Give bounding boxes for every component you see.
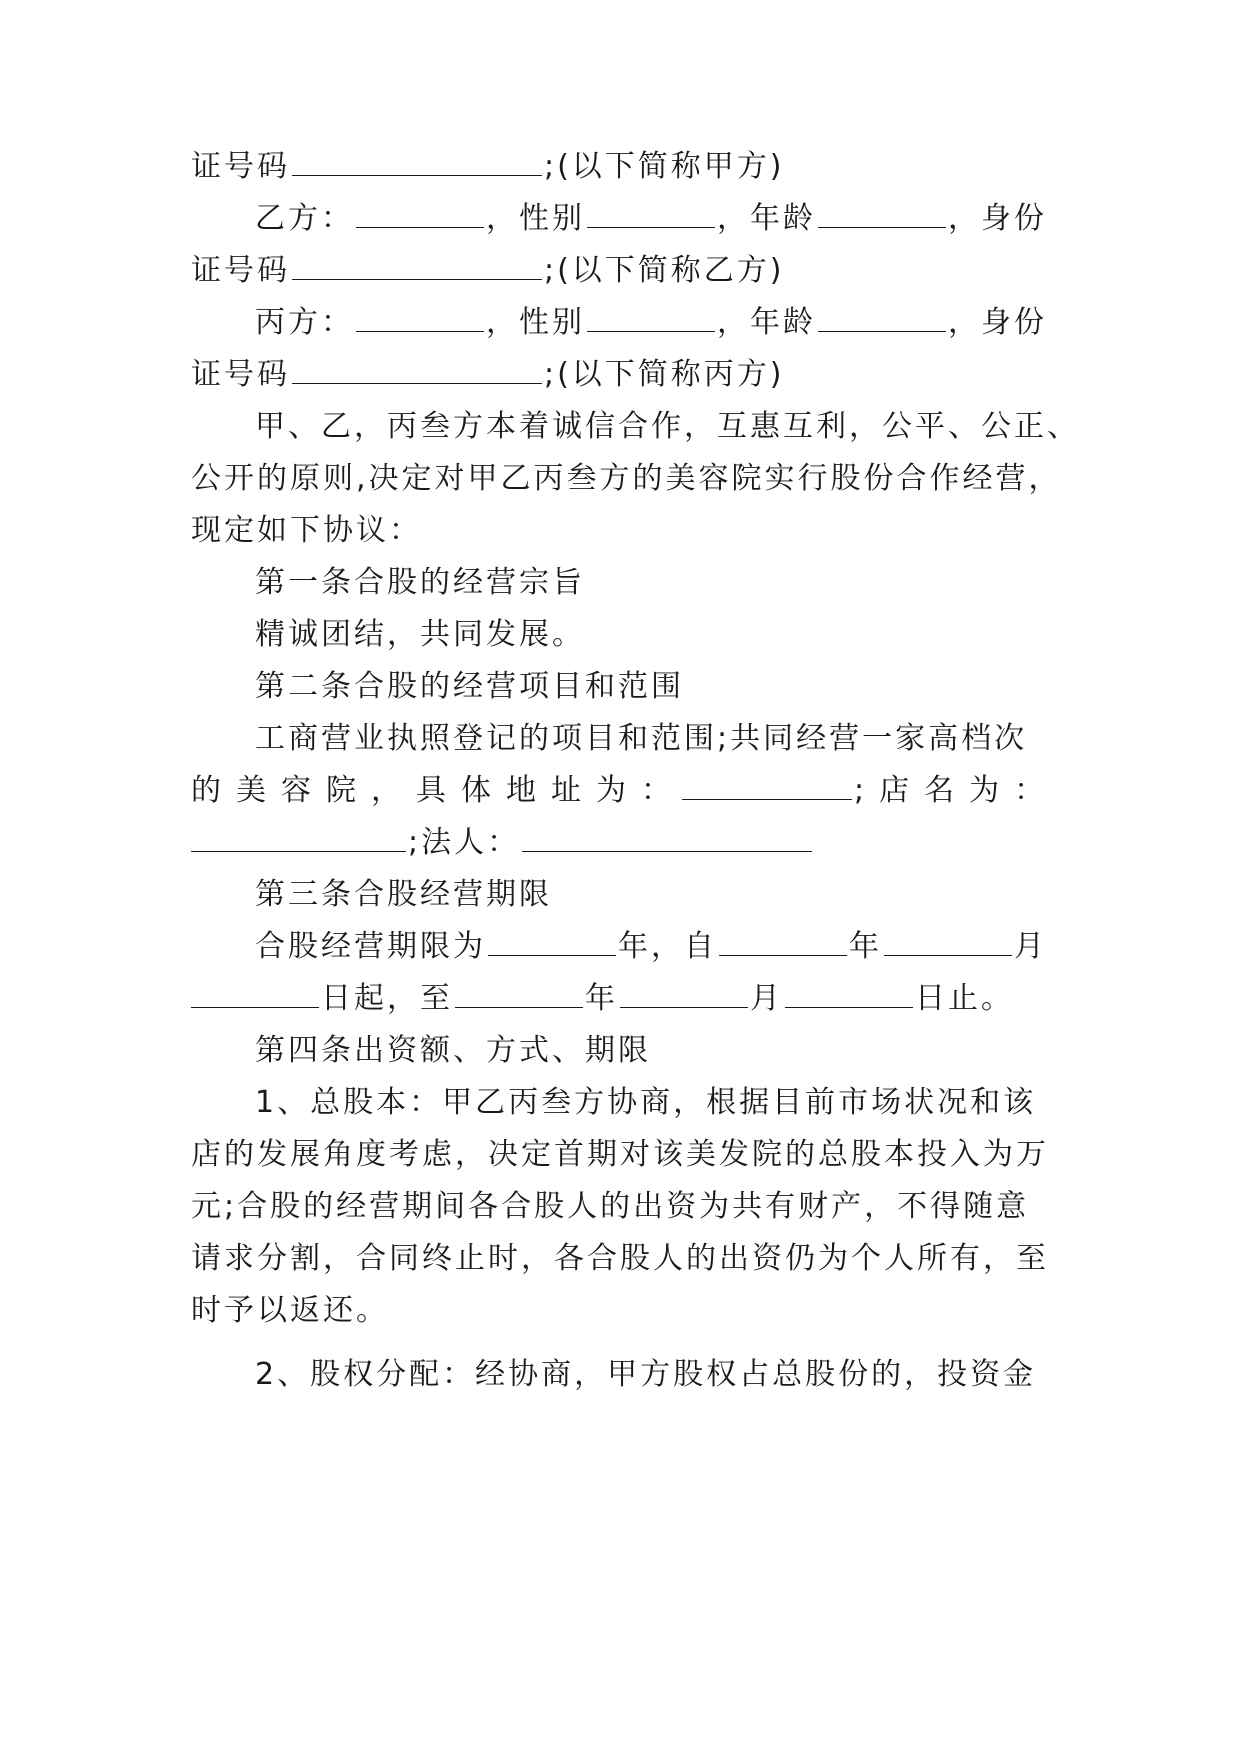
term-line xyxy=(255,925,1115,969)
blank-field xyxy=(292,145,542,176)
text: ，年龄 xyxy=(717,201,816,236)
paragraph-line: 甲、乙，丙叁方本着诚信合作，互惠互利，公平、公正、 xyxy=(255,409,1080,444)
paragraph-line: 店的发展角度考虑，决定首期对该美发院的总股本投入为万 xyxy=(191,1137,1049,1172)
blank-field xyxy=(191,977,319,1008)
text: 合股经营期限为 xyxy=(255,929,486,964)
blank-field xyxy=(191,821,406,852)
paragraph-line: 现定如下协议： xyxy=(191,513,422,548)
text: 年，自 xyxy=(618,929,717,964)
blank-field xyxy=(587,197,715,228)
blank-field xyxy=(356,301,484,332)
text: 日起，至 xyxy=(321,981,453,1016)
paragraph-line: 时予以返还。 xyxy=(191,1293,389,1328)
address-line xyxy=(191,769,1060,813)
text: 的美容院，具体地址为： xyxy=(191,773,686,808)
store-name-line xyxy=(191,821,1051,865)
blank-field xyxy=(488,925,616,956)
text: 证号码 xyxy=(191,149,290,184)
blank-field xyxy=(522,821,812,852)
blank-field xyxy=(356,197,484,228)
article-heading: 第四条出资额、方式、期限 xyxy=(255,1033,651,1068)
blank-field xyxy=(587,301,715,332)
text: ;(以下简称甲方) xyxy=(544,149,785,184)
term-line xyxy=(191,977,1051,1021)
paragraph-line: 1、总股本：甲乙丙叁方协商，根据目前市场状况和该 xyxy=(255,1085,1037,1120)
text: ;法人： xyxy=(408,825,521,860)
text: ，身份 xyxy=(948,201,1047,236)
text: ;(以下简称乙方) xyxy=(544,253,785,288)
article-heading: 第一条合股的经营宗旨 xyxy=(255,565,585,600)
blank-field xyxy=(620,977,748,1008)
text: ，身份 xyxy=(948,305,1047,340)
blank-field xyxy=(682,769,852,800)
blank-field xyxy=(818,301,946,332)
paragraph-line: 元;合股的经营期间各合股人的出资为共有财产，不得随意 xyxy=(191,1189,1030,1224)
text: ，性别 xyxy=(486,201,585,236)
text: 年 xyxy=(585,981,618,1016)
text: 丙方： xyxy=(255,305,354,340)
text: 月 xyxy=(1014,929,1047,964)
text: ，性别 xyxy=(486,305,585,340)
text: ，年龄 xyxy=(717,305,816,340)
blank-field xyxy=(719,925,847,956)
blank-field xyxy=(884,925,1012,956)
blank-field xyxy=(818,197,946,228)
paragraph-line: 2、股权分配：经协商，甲方股权占总股份的，投资金 xyxy=(255,1357,1037,1392)
text: ;店名为： xyxy=(854,773,1060,808)
blank-field xyxy=(292,353,542,384)
paragraph-line: 请求分割，合同终止时，各合股人的出资仍为个人所有，至 xyxy=(191,1241,1049,1276)
article-heading: 第三条合股经营期限 xyxy=(255,877,552,912)
text: 证号码 xyxy=(191,253,290,288)
party-c-line xyxy=(255,301,1115,345)
paragraph-line: 公开的原则,决定对甲乙丙叁方的美容院实行股份合作经营， xyxy=(191,461,1062,496)
text: 证号码 xyxy=(191,357,290,392)
blank-field xyxy=(292,249,542,280)
text: 日止。 xyxy=(915,981,1014,1016)
paragraph-line: 精诚团结，共同发展。 xyxy=(255,617,585,652)
party-c-id-line xyxy=(191,353,1051,397)
text: 乙方： xyxy=(255,201,354,236)
text: 月 xyxy=(750,981,783,1016)
text: ;(以下简称丙方) xyxy=(544,357,785,392)
text: 年 xyxy=(849,929,882,964)
blank-field xyxy=(455,977,583,1008)
article-heading: 第二条合股的经营项目和范围 xyxy=(255,669,684,704)
party-b-line xyxy=(255,197,1115,241)
party-a-id-line xyxy=(191,145,1051,189)
blank-field xyxy=(785,977,913,1008)
party-b-id-line xyxy=(191,249,1051,293)
paragraph-line: 工商营业执照登记的项目和范围;共同经营一家高档次 xyxy=(255,721,1028,756)
